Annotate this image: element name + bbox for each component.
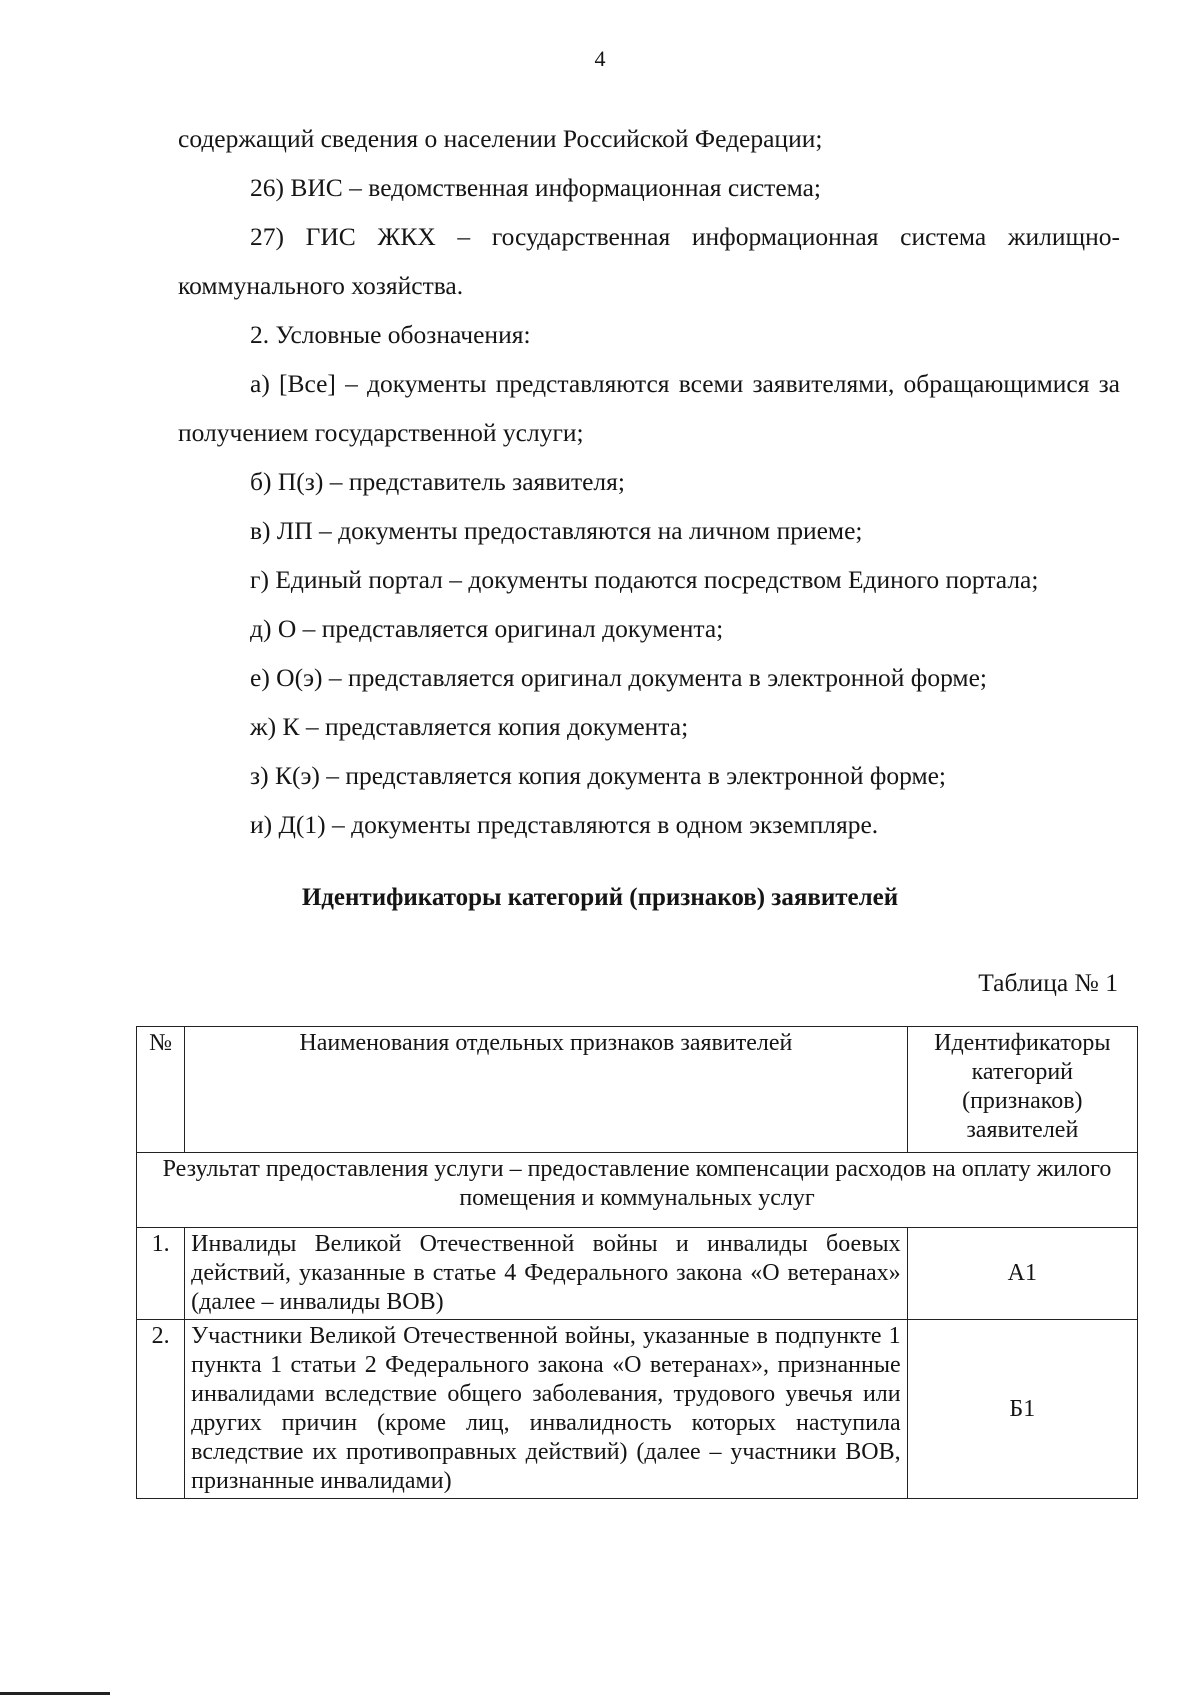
row-identifier: А1 (907, 1228, 1137, 1320)
row-text: Инвалиды Великой Отечественной войны и инвалиды боевых действий, указанные в статье 4 Федерального закона «О ветеранах» (далее – инвалиды ВОВ) (185, 1228, 907, 1320)
paragraph-population-register-tail: содержащий сведения о населении Российской Федерации; (178, 124, 823, 153)
paragraph-legend-a: а) [Все] – документы представляются всеми заявителями, обращающимися за получением государственной услуги; (178, 369, 1120, 447)
section-heading: Идентификаторы категорий (признаков) заявителей (301, 884, 899, 911)
table-caption: Таблица № 1 (978, 968, 1118, 997)
paragraph-legend-zh: ж) К – представляется копия документа; (250, 712, 689, 741)
header-number: № (137, 1027, 185, 1153)
section-row-result: Результат предоставления услуги – предоставление компенсации расходов на оплату жилого помещения и коммунальных услуг (137, 1153, 1138, 1228)
paragraph-legend-v: в) ЛП – документы предоставляются на личном приеме; (250, 516, 863, 545)
paragraph-legend-i: и) Д(1) – документы представляются в одном экземпляре. (250, 810, 879, 839)
table-section-row (137, 1153, 1138, 1228)
row-number: 1. (137, 1228, 185, 1320)
page-number: 4 (594, 46, 606, 71)
table-row (137, 1320, 1138, 1499)
footnote-rule (0, 1692, 110, 1695)
paragraph-legend-b: б) П(з) – представитель заявителя; (250, 467, 625, 496)
header-name: Наименования отдельных признаков заявителей (185, 1027, 907, 1153)
paragraph-legend-heading: 2. Условные обозначения: (250, 320, 531, 349)
paragraph-legend-e: е) О(э) – представляется оригинал документа в электронной форме; (250, 663, 987, 692)
paragraph-26-vis: 26) ВИС – ведомственная информационная система; (250, 173, 822, 202)
paragraph-legend-z: з) К(э) – представляется копия документа в электронной форме; (250, 761, 947, 790)
row-identifier: Б1 (907, 1320, 1137, 1499)
applicant-categories-table (136, 1026, 1138, 1499)
paragraph-27-gis-zhkh: 27) ГИС ЖКХ – государственная информационная система жилищно-коммунального хозяйства. (178, 222, 1120, 300)
row-text: Участники Великой Отечественной войны, указанные в подпункте 1 пункта 1 статьи 2 Федерального закона «О ветеранах», признанные инвалидами вследствие общего заболевания, трудового увечья или других причин (кроме лиц, инвалидность которых наступила вследствие их противоправных действий) (далее – участники ВОВ, признанные инвалидами) (185, 1320, 907, 1499)
table-header-row (137, 1027, 1138, 1153)
table-row (137, 1228, 1138, 1320)
header-identifier: Идентификаторы категорий (признаков) заявителей (907, 1027, 1137, 1153)
paragraph-legend-d: д) О – представляется оригинал документа; (250, 614, 724, 643)
paragraph-legend-g: г) Единый портал – документы подаются посредством Единого портала; (250, 565, 1039, 594)
row-number: 2. (137, 1320, 185, 1499)
